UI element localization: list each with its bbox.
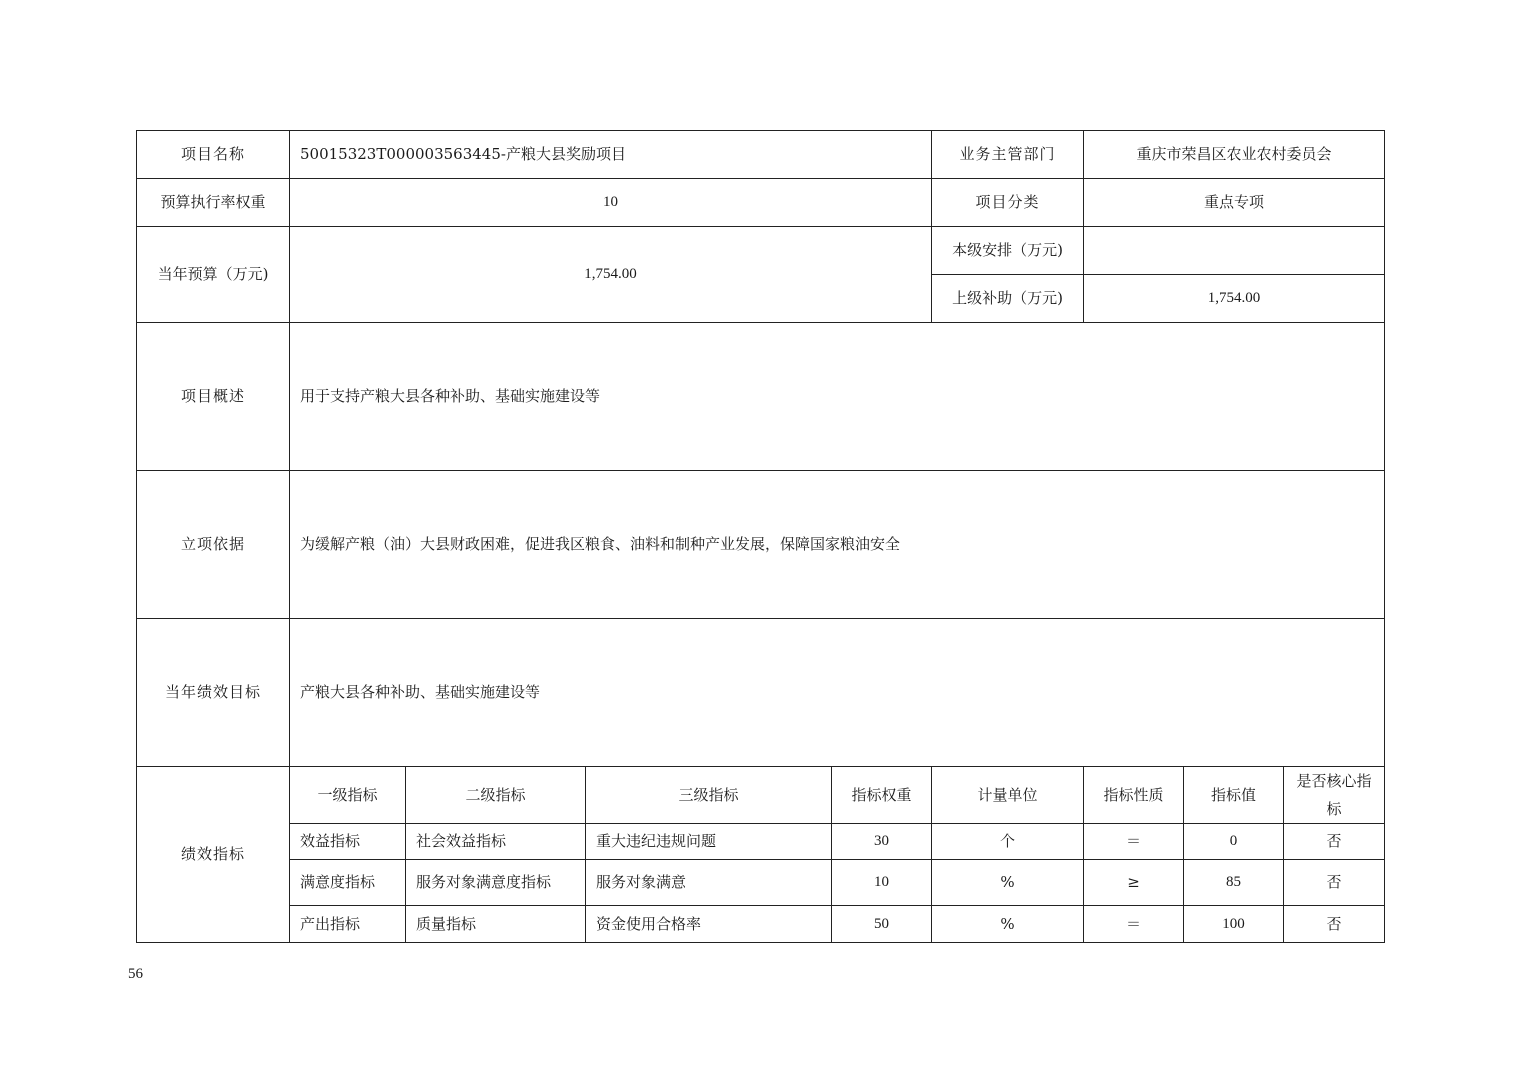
exec-weight-label: 预算执行率权重 xyxy=(137,179,290,227)
row1-unit: 个 xyxy=(932,824,1084,860)
row3-unit: % xyxy=(932,906,1084,943)
row2-core: 否 xyxy=(1284,860,1385,906)
department-value: 重庆市荣昌区农业农村委员会 xyxy=(1084,131,1385,179)
overview-value: 用于支持产粮大县各种补助、基础实施建设等 xyxy=(290,323,1385,471)
row2-level3: 服务对象满意 xyxy=(586,860,832,906)
header-level3: 三级指标 xyxy=(586,767,832,824)
row-project-name xyxy=(137,131,1385,179)
row1-level2: 社会效益指标 xyxy=(406,824,586,860)
row1-weight: 30 xyxy=(832,824,932,860)
page-number: 56 xyxy=(128,966,143,982)
budget-value: 1,754.00 xyxy=(290,227,932,323)
indicator-row xyxy=(137,906,1385,943)
row1-nature: ＝ xyxy=(1084,824,1184,860)
superior-subsidy-value: 1,754.00 xyxy=(1084,275,1385,323)
goal-label: 当年绩效目标 xyxy=(137,619,290,767)
indicator-row xyxy=(137,860,1385,906)
indicators-label: 绩效指标 xyxy=(137,767,290,943)
row2-level1: 满意度指标 xyxy=(290,860,406,906)
row-exec-weight xyxy=(137,179,1385,227)
header-unit: 计量单位 xyxy=(932,767,1084,824)
basis-value: 为缓解产粮（油）大县财政困难，促进我区粮食、油料和制种产业发展，保障国家粮油安全 xyxy=(290,471,1385,619)
row3-level2: 质量指标 xyxy=(406,906,586,943)
row1-core: 否 xyxy=(1284,824,1385,860)
department-label: 业务主管部门 xyxy=(932,131,1084,179)
row-budget-local xyxy=(137,227,1385,275)
row3-level1: 产出指标 xyxy=(290,906,406,943)
row-basis xyxy=(137,471,1385,619)
project-name-value: 50015323T000003563445-产粮大县奖励项目 xyxy=(290,131,932,179)
row3-nature: ＝ xyxy=(1084,906,1184,943)
row2-unit: % xyxy=(932,860,1084,906)
row2-weight: 10 xyxy=(832,860,932,906)
row-goal xyxy=(137,619,1385,767)
overview-label: 项目概述 xyxy=(137,323,290,471)
goal-value: 产粮大县各种补助、基础实施建设等 xyxy=(290,619,1385,767)
row3-core: 否 xyxy=(1284,906,1385,943)
header-level2: 二级指标 xyxy=(406,767,586,824)
row2-level2: 服务对象满意度指标 xyxy=(406,860,586,906)
row-overview xyxy=(137,323,1385,471)
basis-label: 立项依据 xyxy=(137,471,290,619)
header-level1: 一级指标 xyxy=(290,767,406,824)
category-value: 重点专项 xyxy=(1084,179,1385,227)
superior-subsidy-label: 上级补助（万元) xyxy=(932,275,1084,323)
header-value: 指标值 xyxy=(1184,767,1284,824)
row3-level3: 资金使用合格率 xyxy=(586,906,832,943)
local-arrangement-value xyxy=(1084,227,1385,275)
indicator-header-row xyxy=(137,767,1385,824)
row3-value: 100 xyxy=(1184,906,1284,943)
header-nature: 指标性质 xyxy=(1084,767,1184,824)
row2-value: 85 xyxy=(1184,860,1284,906)
category-label: 项目分类 xyxy=(932,179,1084,227)
header-core: 是否核心指标 xyxy=(1284,767,1385,824)
header-weight: 指标权重 xyxy=(832,767,932,824)
budget-label: 当年预算（万元) xyxy=(137,227,290,323)
form-table xyxy=(136,130,1385,943)
row1-value: 0 xyxy=(1184,824,1284,860)
exec-weight-value: 10 xyxy=(290,179,932,227)
project-name-label: 项目名称 xyxy=(137,131,290,179)
indicator-row xyxy=(137,824,1385,860)
row2-nature: ≥ xyxy=(1084,860,1184,906)
project-performance-form xyxy=(136,130,1384,942)
row1-level3: 重大违纪违规问题 xyxy=(586,824,832,860)
row1-level1: 效益指标 xyxy=(290,824,406,860)
row3-weight: 50 xyxy=(832,906,932,943)
local-arrangement-label: 本级安排（万元) xyxy=(932,227,1084,275)
